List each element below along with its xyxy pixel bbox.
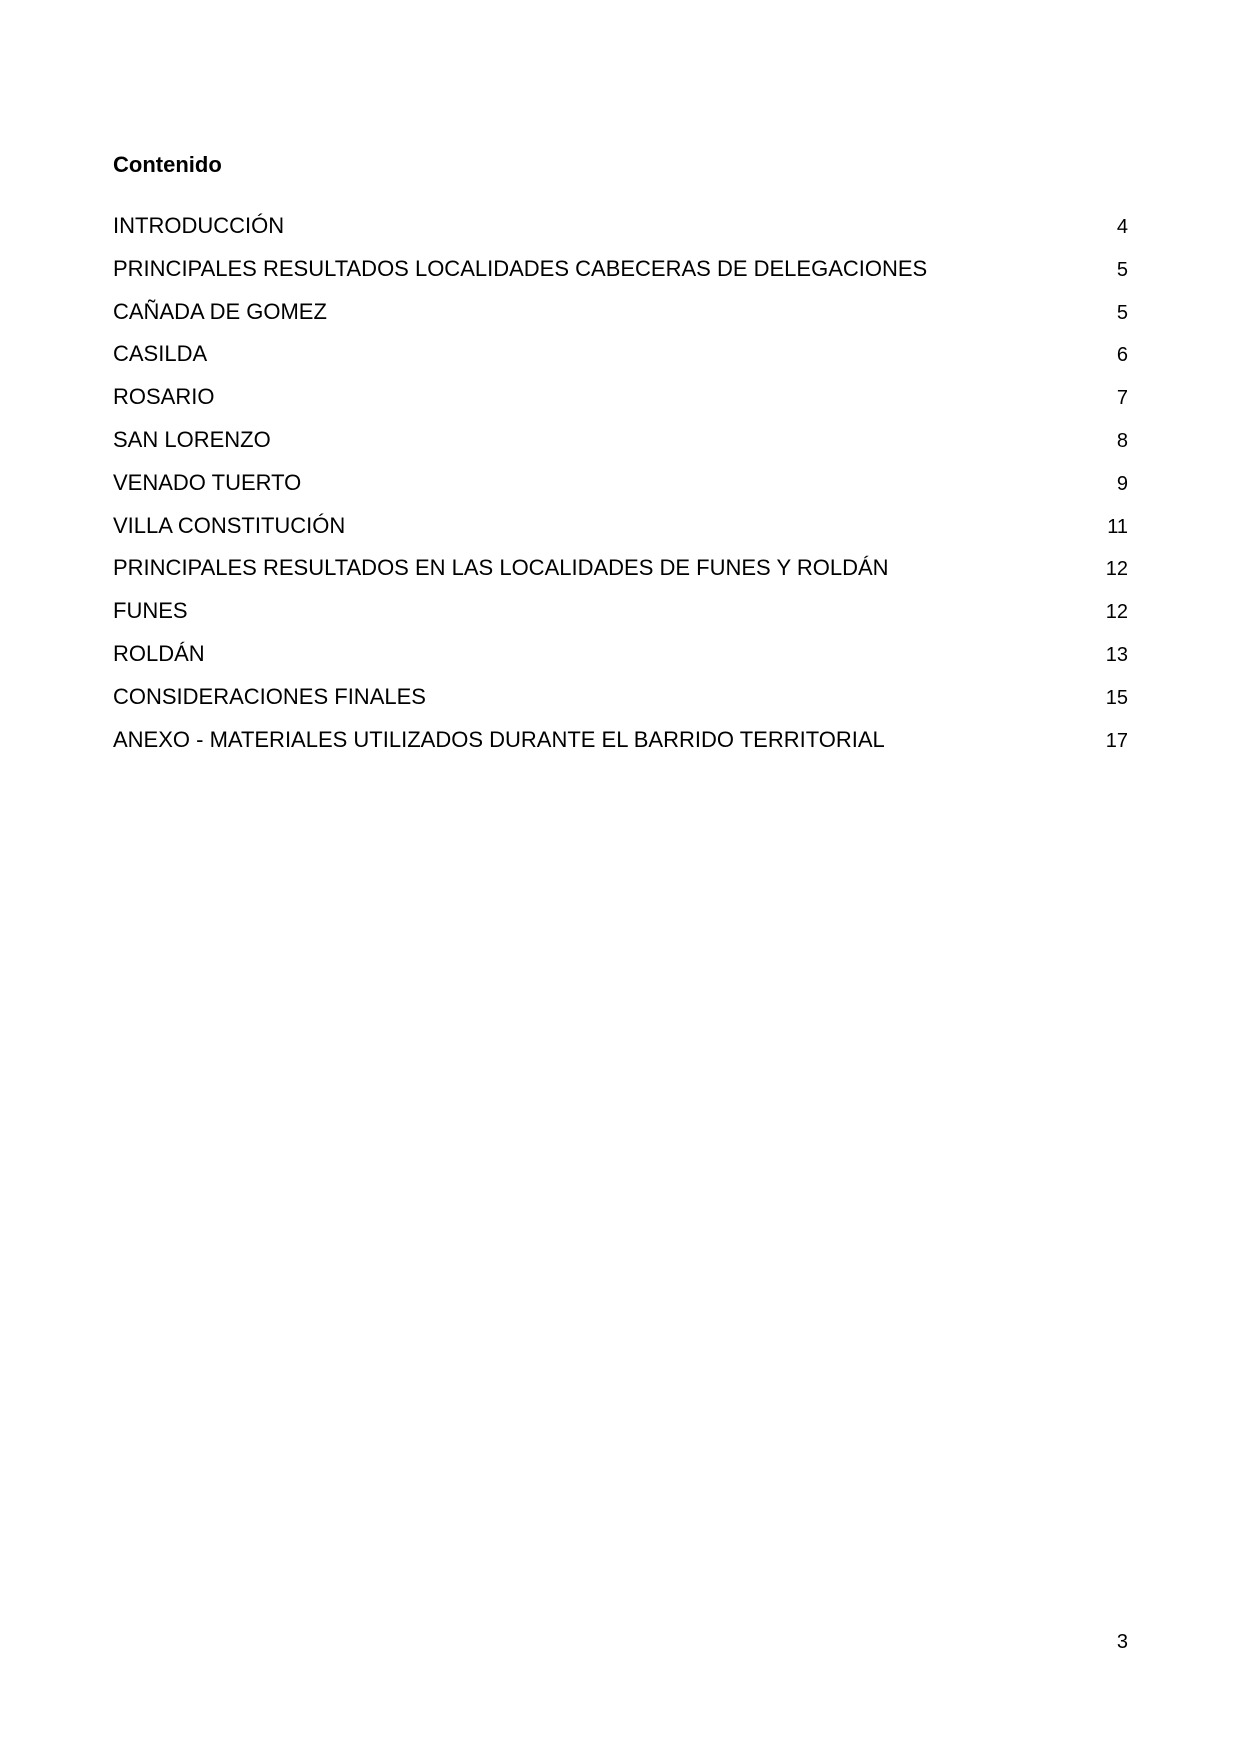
toc-entry-page: 12 — [1105, 558, 1128, 581]
toc-entry-title: INTRODUCCIÓN — [113, 213, 285, 238]
toc-entry-rosario[interactable] — [113, 384, 1128, 427]
toc-entry-page: 12 — [1105, 601, 1128, 624]
toc-entry-title: ANEXO - MATERIALES UTILIZADOS DURANTE EL BARRIDO TERRITORIAL — [113, 726, 885, 752]
toc-entry-page: 6 — [1116, 344, 1128, 367]
toc-entry-title: CAÑADA DE GOMEZ — [113, 298, 327, 324]
toc-entry-title: VENADO TUERTO — [113, 469, 302, 495]
toc-entry-title: PRINCIPALES RESULTADOS LOCALIDADES CABECERAS DE DELEGACIONES — [113, 255, 928, 281]
toc-entry-principales-resultados-cabeceras[interactable] — [113, 256, 1128, 299]
toc-entry-principales-resultados-funes-roldan[interactable] — [113, 555, 1128, 598]
toc-entry-introduccion[interactable] — [113, 213, 1128, 256]
toc-entry-title: SAN LORENZO — [113, 426, 271, 452]
toc-entry-villa-constitucion[interactable] — [113, 513, 1128, 556]
toc-heading: Contenido — [113, 152, 222, 177]
toc-entry-page: 9 — [1116, 472, 1128, 495]
toc-entry-title: CONSIDERACIONES FINALES — [113, 683, 426, 709]
toc-entry-page: 13 — [1105, 643, 1128, 666]
toc-entry-canada-de-gomez[interactable] — [113, 299, 1128, 342]
toc-entry-page: 17 — [1105, 729, 1128, 752]
toc-entry-title: PRINCIPALES RESULTADOS EN LAS LOCALIDADES DE FUNES Y ROLDÁN — [113, 555, 889, 581]
toc-entry-title: VILLA CONSTITUCIÓN — [113, 512, 346, 538]
toc-entry-venado-tuerto[interactable] — [113, 470, 1128, 513]
toc-entry-page: 8 — [1116, 429, 1128, 452]
toc-entry-page: 7 — [1116, 387, 1128, 410]
toc-entry-page: 15 — [1105, 686, 1128, 709]
toc-entry-title: ROLDÁN — [113, 640, 205, 666]
toc-entry-title: ROSARIO — [113, 384, 215, 410]
toc-entry-page: 5 — [1116, 258, 1128, 281]
toc-entry-title: CASILDA — [113, 341, 208, 367]
table-of-contents — [113, 213, 1128, 769]
toc-entry-consideraciones-finales[interactable] — [113, 684, 1128, 727]
toc-entry-title: FUNES — [113, 598, 188, 624]
toc-entry-anexo[interactable] — [113, 727, 1128, 770]
toc-entry-roldan[interactable] — [113, 641, 1128, 684]
toc-entry-page: 4 — [1116, 216, 1128, 238]
toc-entry-funes[interactable] — [113, 598, 1128, 641]
toc-entry-page: 5 — [1116, 301, 1128, 324]
toc-entry-casilda[interactable] — [113, 341, 1128, 384]
toc-entry-san-lorenzo[interactable] — [113, 427, 1128, 470]
page-number: 3 — [1116, 1631, 1128, 1653]
toc-entry-page: 11 — [1107, 515, 1128, 538]
